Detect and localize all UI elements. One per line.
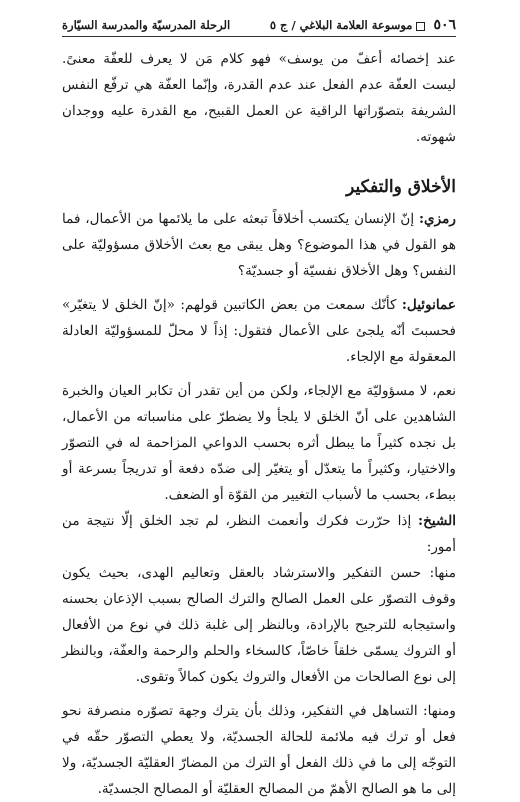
page-number: ٥٠٦ xyxy=(433,17,456,33)
paragraph-text: نعم، لا مسؤوليّة مع الإلجاء، ولكن من أين تقدر أن تكابر العيان والخبرة الشاهدين على أنّ الخلق لا يلجأ ولا يضطرّ على مناسباته من الأعمال، بل نجده كثيراً ما يبطل أثره بحسب الدواعي المزاحمة له في التصوّر والاختيار، وكثيراً ما يتعدّل أو يتغيّر إلى ضدّه دفعة أو تدريجاً بسرعة أو ببطء، بحسب ما لأسباب التغيير من القوّة أو الضعف. xyxy=(62,383,456,503)
intro-paragraph: عند إخصائه أعفّ من يوسف» فهو كلام مَن لا يعرف للعفّة معنىً. ليست العفّة عدم الفعل عند عدم القدرة، وإنّما العفّة هي ترفّع النفس الشريفة بتصوّراتها الراقية عن العمل القبيح، مع القدرة عليه ووجدان شهوته. xyxy=(62,51,456,145)
header-right xyxy=(270,17,456,33)
separator-square-icon xyxy=(416,22,425,31)
dialogue-paragraph xyxy=(62,206,456,284)
chapter-title: الرحلة المدرسيّة والمدرسة السيّارة xyxy=(62,18,231,32)
speaker-label: رمزي: xyxy=(418,211,456,227)
paragraph-text: كأنّك سمعت من بعض الكاتبين قولهم: «إنّ الخلق لا يتغيّر» فحسبتَ أنّه يلجئ على الأعمال فتقول: إذاً لا محلّ للمسؤوليّة العادلة المعقولة مع الإلجاء. xyxy=(62,297,456,365)
running-header xyxy=(62,14,456,37)
dialogue-paragraph xyxy=(62,508,456,560)
section-heading: الأخلاق والتفكير xyxy=(346,177,456,197)
paragraph-text: إنّ الإنسان يكتسب أخلاقاً تبعثه على ما يلائمها من الأعمال، فما هو القول في هذا الموضوع؟ وهل يبقى مع بعث الأخلاق مسؤوليّة على النفس؟ وهل الأخلاق نفسيّة أو جسديّة؟ xyxy=(62,211,456,279)
dialogue-paragraph xyxy=(62,560,456,690)
paragraph-text: منها: حسن التفكير والاسترشاد بالعقل وتعاليم الهدى، بحيث يكون وقوف التصوّر على العمل الصالح والترك الصالح بسبب الإذعان بحسنه واستيجابه للترجيح بالإرادة، وبالنظر إلى غلبة ذلك في نوع من الأفعال أو التروك يسمّى خلقاً خاصّاً، كالسخاء والحلم والرحمة والعفّة، وبالنظر إلى نوع الصالحات من الأفعال والتروك يكون كمالاً وتقوى. xyxy=(62,565,456,685)
page-content xyxy=(62,46,456,802)
dialogue-paragraph xyxy=(62,698,456,802)
paragraph-text: إذا حرّرت فكرك وأنعمت النظر، لم تجد الخلق إلّا نتيجة من أمور: xyxy=(62,513,456,555)
dialogue-paragraph xyxy=(62,378,456,508)
speaker-label: الشيخ: xyxy=(418,513,456,529)
speaker-label: عمانوئيل: xyxy=(401,297,456,313)
paragraph-text: ومنها: التساهل في التفكير، وذلك بأن يترك وجهة تصوّره منصرفة نحو فعل أو ترك فيه ملائمة للحالة الجسديّة، ولا يعطي التصوّر حقّه في التوجّه إلى ما في ذلك الفعل أو الترك من المضارّ العقليّة الجسديّة، ولا إلى ما هو الصالح الأهمّ من المصالح العقليّة أو المصالح الجسديّة. xyxy=(62,703,456,797)
dialogue-paragraph xyxy=(62,292,456,370)
book-title: موسوعة العلامة البلاغي / ج ٥ xyxy=(269,18,413,32)
